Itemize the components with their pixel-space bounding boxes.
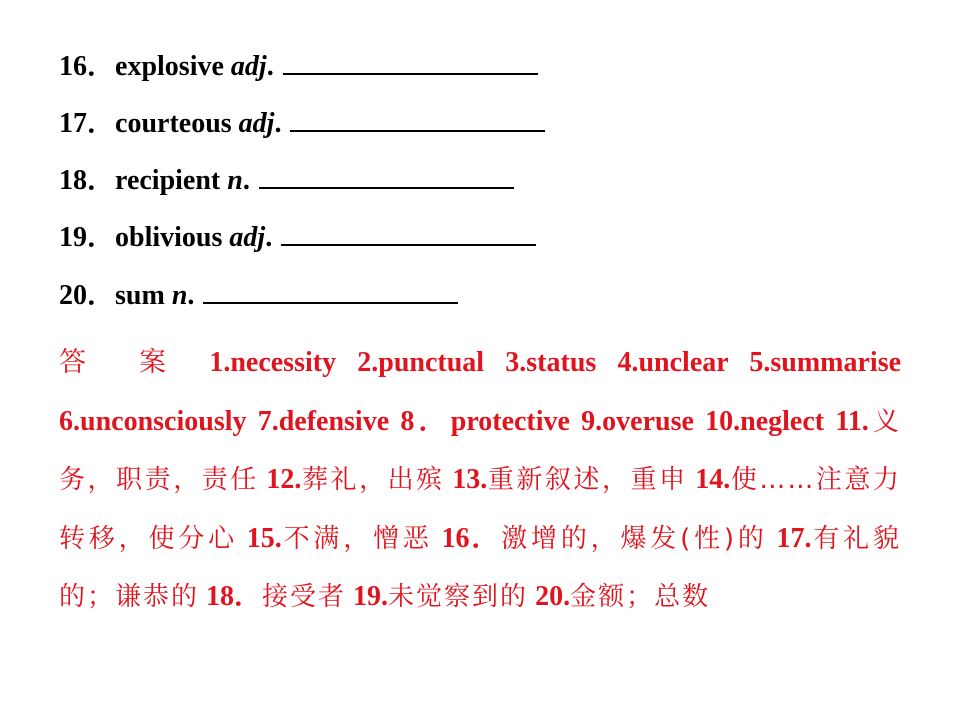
answer-item: 4.unclear bbox=[617, 347, 729, 378]
answer-item: 15.不满，憎恶 bbox=[246, 522, 433, 554]
answer-item: 2.punctual bbox=[357, 347, 485, 378]
question-word: oblivious bbox=[115, 222, 223, 253]
answer-item: 7.defensive bbox=[257, 405, 390, 437]
pos-period: . bbox=[187, 280, 195, 311]
answer-item: 1.necessity bbox=[209, 347, 337, 378]
answer-item: 10.neglect bbox=[705, 405, 825, 437]
question-number: 17． bbox=[59, 108, 116, 139]
question-word: courteous bbox=[115, 108, 232, 139]
pos-period: . bbox=[274, 108, 282, 139]
question-20 bbox=[59, 276, 458, 316]
answer-item: 19.未觉察到的 bbox=[353, 581, 529, 612]
answer-item: 3.status bbox=[505, 347, 597, 378]
answer-item: 20.金额；总数 bbox=[535, 581, 711, 612]
question-16 bbox=[59, 47, 538, 87]
answer-item: 18．接受者 bbox=[206, 581, 347, 612]
pos-period: . bbox=[266, 51, 274, 82]
answer-blank bbox=[283, 47, 538, 75]
question-word: recipient bbox=[115, 165, 221, 196]
answer-item: 14.使……注意力转移，使分心 bbox=[59, 464, 902, 554]
answer-item: 12.葬礼，出殡 bbox=[266, 464, 445, 495]
answer-blank bbox=[203, 276, 458, 304]
answer-blank bbox=[259, 161, 514, 189]
answer-item: 8．protective bbox=[400, 405, 570, 437]
pos-period: . bbox=[242, 165, 250, 196]
question-word: sum bbox=[115, 280, 165, 311]
part-of-speech: n bbox=[171, 280, 188, 311]
answer-item: 13.重新叙述，重申 bbox=[452, 464, 688, 495]
part-of-speech: adj bbox=[230, 51, 267, 82]
part-of-speech: adj bbox=[238, 108, 275, 139]
answer-item: 16．激增的，爆发(性)的 bbox=[441, 522, 768, 554]
part-of-speech: n bbox=[227, 165, 243, 196]
answer-blank bbox=[290, 104, 545, 132]
question-word: explosive bbox=[115, 51, 224, 82]
question-number: 20． bbox=[59, 280, 116, 311]
question-18 bbox=[59, 161, 514, 201]
part-of-speech: adj bbox=[229, 222, 266, 253]
answer-item: 6.unconsciously bbox=[59, 405, 247, 437]
pos-period: . bbox=[265, 222, 273, 253]
answer-item: 17.有礼貌的；谦恭的 bbox=[59, 522, 901, 612]
answer-key bbox=[59, 334, 901, 627]
question-number: 18． bbox=[59, 165, 116, 196]
answer-item: 11.义务，职责，责任 bbox=[59, 405, 901, 495]
answer-item: 5.summarise bbox=[749, 347, 902, 378]
question-number: 19． bbox=[59, 222, 116, 253]
question-17 bbox=[59, 104, 545, 144]
answer-blank bbox=[281, 218, 536, 246]
question-19 bbox=[59, 218, 536, 258]
answer-label: 答 案 bbox=[59, 347, 189, 378]
answer-item: 9.overuse bbox=[581, 405, 694, 437]
question-number: 16． bbox=[59, 51, 116, 82]
